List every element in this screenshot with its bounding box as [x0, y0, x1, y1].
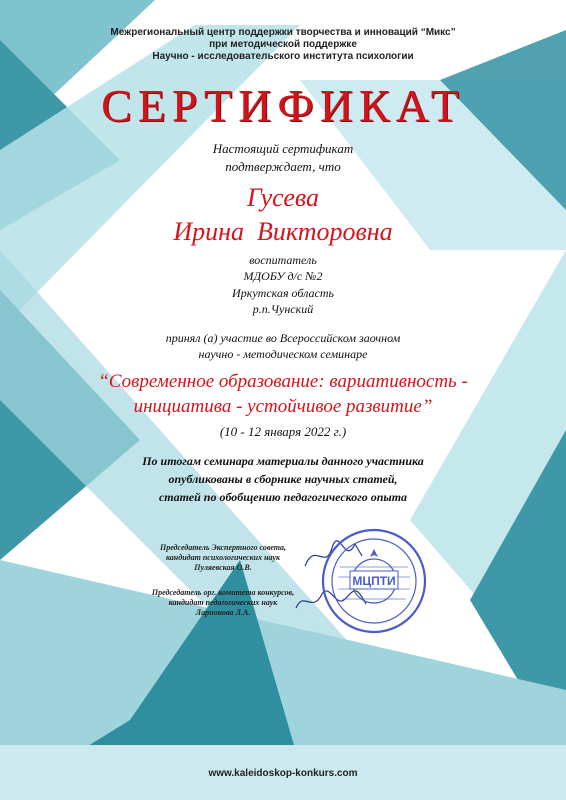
participation-line-2: научно - методическом семинаре: [198, 347, 368, 361]
publication-line-3: статей по обобщению педагогического опыта: [158, 490, 408, 504]
certificate-title: СЕРТИФИКАТ: [101, 80, 465, 131]
official-stamp: [320, 527, 428, 635]
footer-website[interactable]: www.kaleidoskop-konkurs.com: [208, 768, 358, 779]
recipient-position: воспитатель: [249, 253, 317, 267]
signature-1-name: Пуляевская О.В.: [194, 563, 252, 572]
stamp-center-text: МЦПТИ: [352, 574, 396, 588]
publication-line-1: По итогам семинара материалы данного участника: [142, 454, 424, 468]
participation-line-1: принял (а) участие во Всероссийском заочном: [165, 331, 401, 345]
signature-2-name: Ларионова Л.А.: [195, 608, 251, 617]
seminar-title-line-2: инициатива - устойчивое развитие”: [133, 396, 433, 417]
publication-line-2: опубликованы в сборнике научных статей,: [168, 472, 398, 486]
recipient-surname: Гусева: [246, 183, 320, 212]
recipient-given-names: Ирина Викторовна: [173, 217, 393, 246]
seminar-title-line-1: “Современное образование: вариативность -: [98, 371, 468, 392]
recipient-organization: МДОБУ д/с №2: [243, 269, 323, 283]
recipient-town: р.п.Чунский: [252, 302, 314, 316]
recipient-region: Иркутская область: [232, 286, 334, 300]
signature-1-title: Председатель Экспертного совета,: [159, 543, 287, 552]
signature-2-degree: кандидат педагогических наук: [168, 598, 278, 607]
intro-line-1: Настоящий сертификат: [212, 141, 354, 156]
signature-1-degree: кандидат психологических наук: [165, 553, 281, 562]
header-line-3: Научно - исследовательского института психологии: [152, 51, 414, 62]
seminar-dates: (10 - 12 января 2022 г.): [219, 424, 347, 439]
intro-line-2: подтверждает, что: [225, 159, 341, 174]
signature-2-title: Председатель орг. комитета конкурсов,: [151, 588, 295, 597]
header-line-2: при методической поддержке: [209, 39, 357, 50]
signature-block-1: [118, 543, 328, 573]
header-line-1: Межрегиональный центр поддержки творчества и инноваций “Микс”: [110, 27, 456, 38]
